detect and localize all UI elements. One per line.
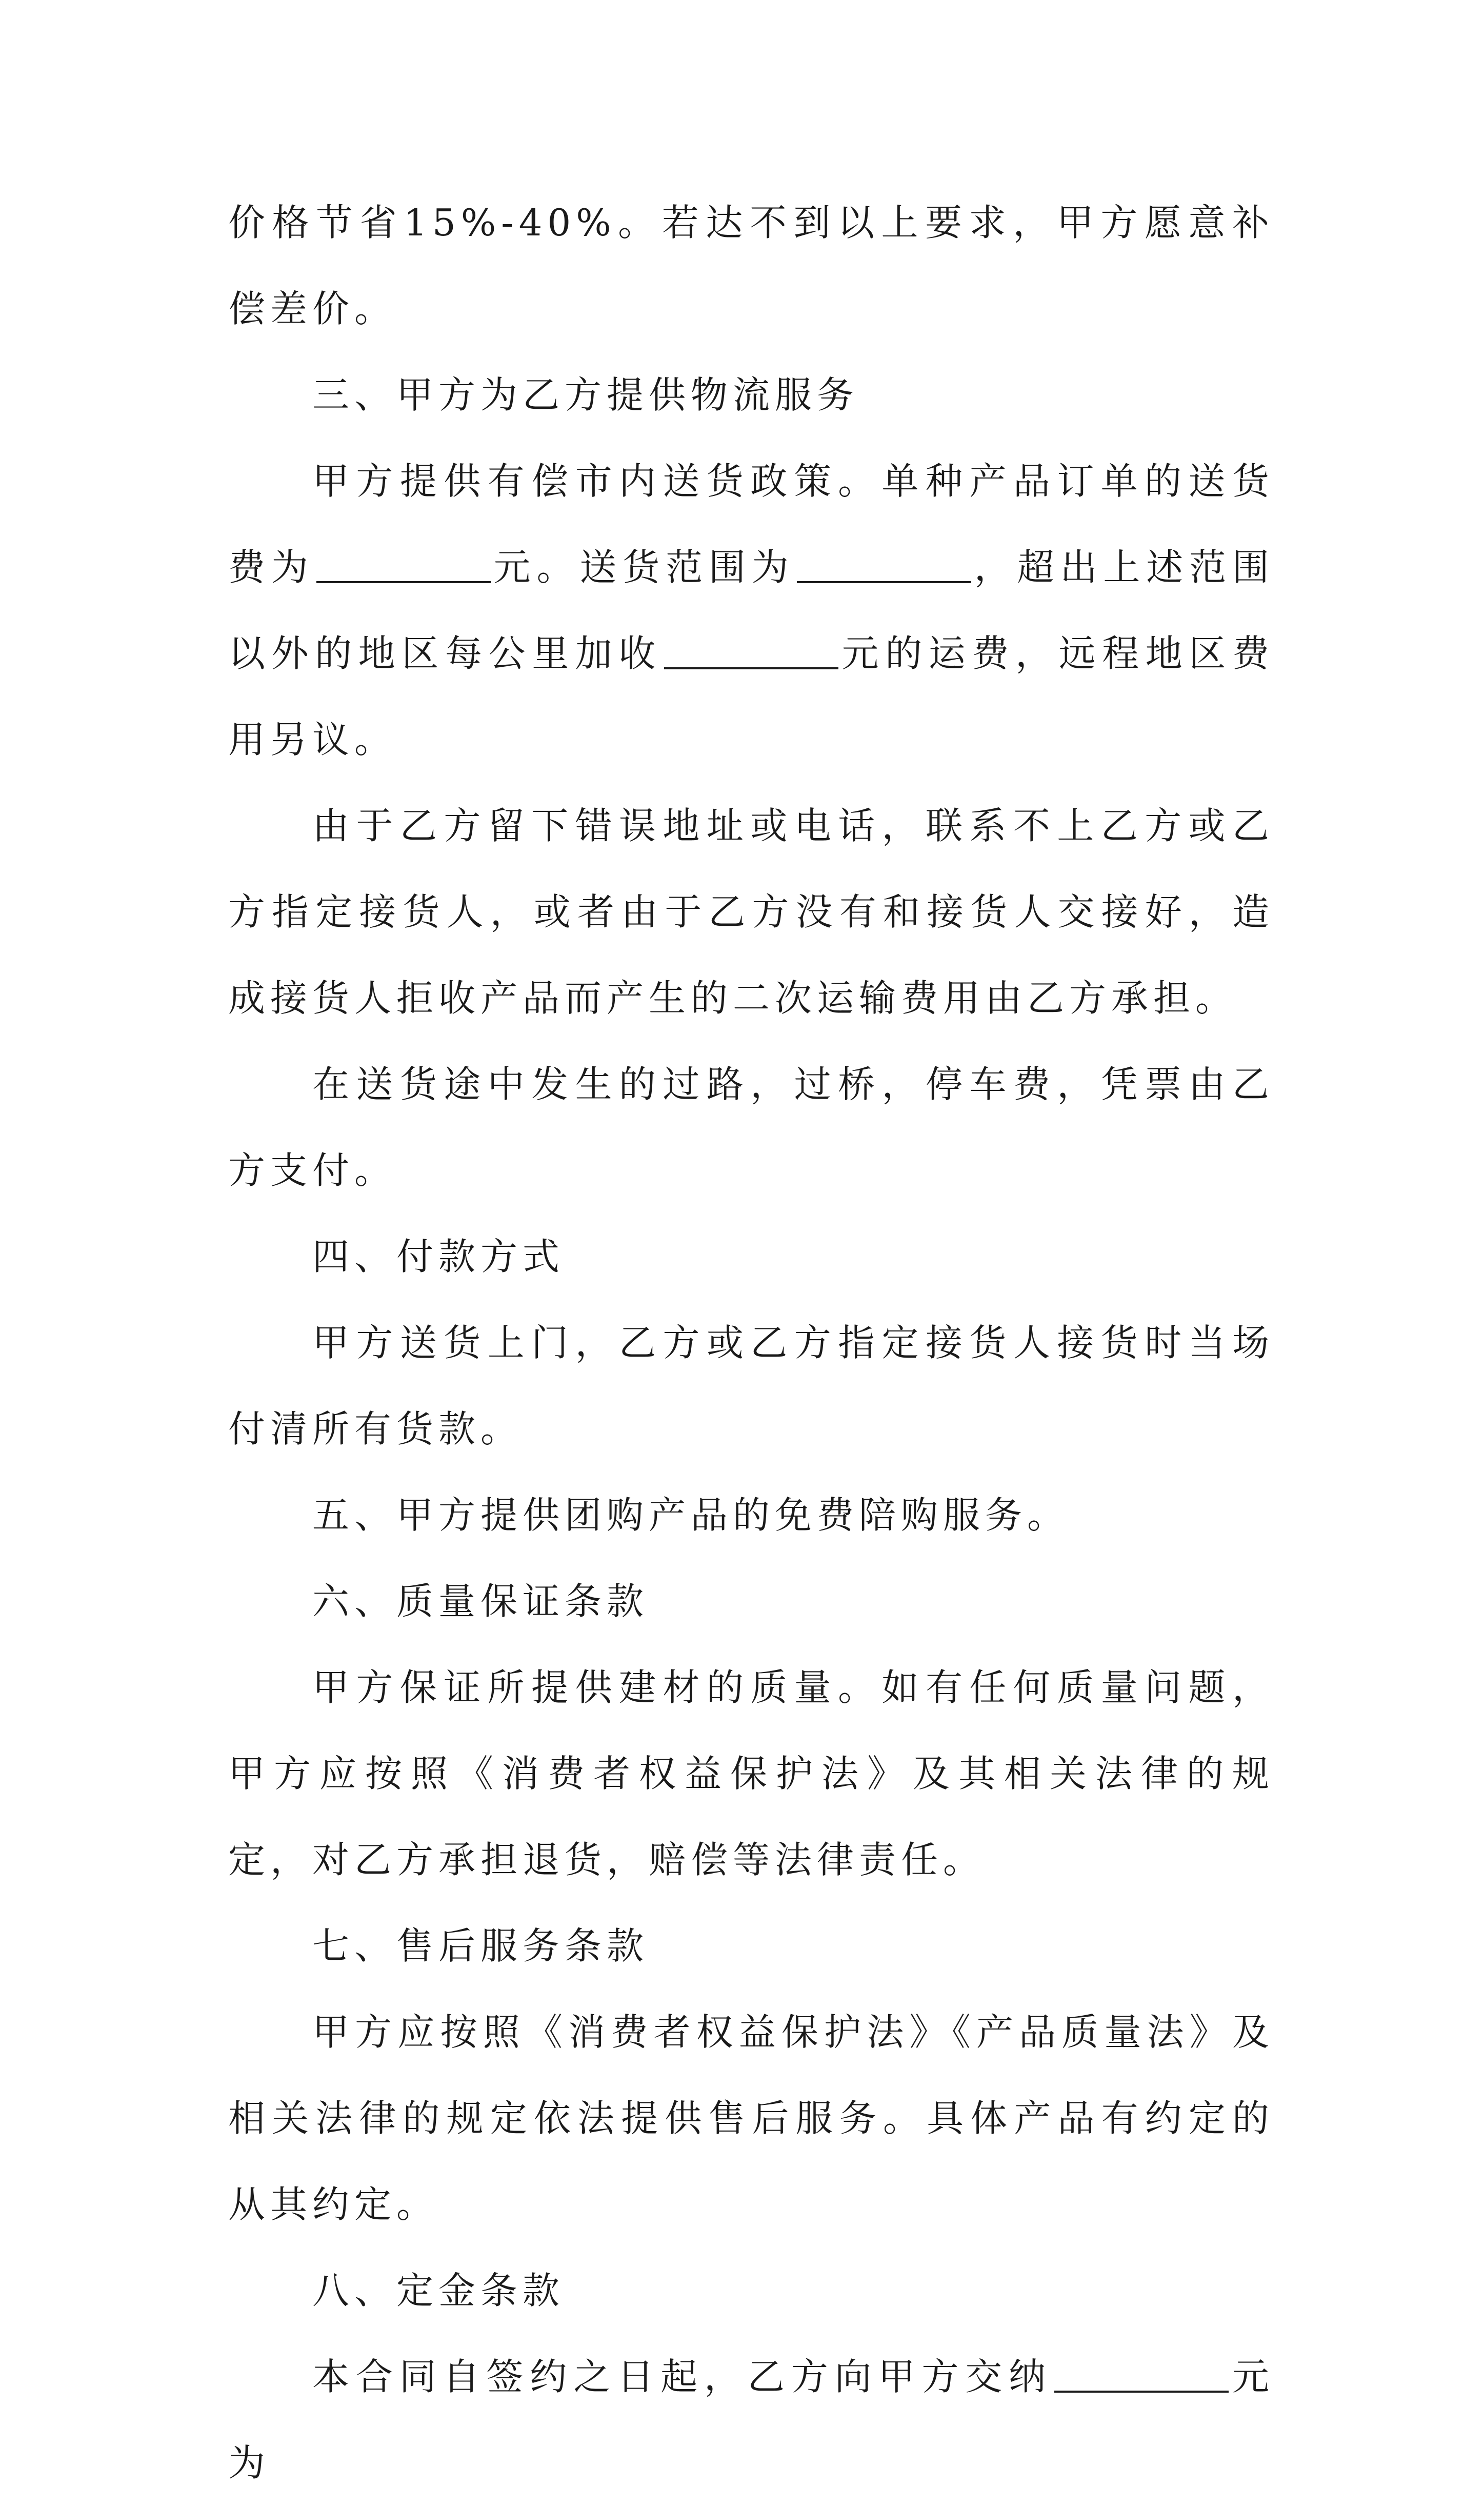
- paragraph: [228, 1041, 1274, 1214]
- fill-in-blank: [797, 544, 971, 583]
- paragraph-text: 五、甲方提供团购产品的免费陪购服务。: [312, 1494, 1070, 1537]
- paragraph-text: 价格节省15%-40%。若达不到以上要求，甲方愿意补偿差价。: [228, 201, 1274, 330]
- paragraph-text: 元。送货范围为: [492, 546, 795, 589]
- paragraph-text: 四、付款方式: [312, 1235, 565, 1278]
- paragraph-text: 甲方送货上门，乙方或乙方指定接货人接货时当场付清所有货款。: [228, 1321, 1274, 1450]
- paragraph: [228, 2334, 1274, 2506]
- paragraph-text: 本合同自签约之日起，乙方向甲方交纳: [312, 2355, 1053, 2398]
- paragraph-text: 元为: [228, 2355, 1274, 2484]
- paragraph: [228, 2248, 1274, 2334]
- paragraph: [228, 438, 1274, 783]
- paragraph: [228, 1989, 1274, 2248]
- paragraph: [228, 783, 1274, 1041]
- paragraph-text: 在送货途中发生的过路，过桥，停车费，凭票由乙方支付。: [228, 1063, 1274, 1192]
- paragraph: [228, 180, 1274, 352]
- paragraph-text: 八、定金条款: [312, 2269, 565, 2312]
- paragraph-text: ，超出上述范围以外的地区每公里加收: [228, 546, 1274, 675]
- paragraph: [228, 1214, 1274, 1300]
- paragraph: [228, 1558, 1274, 1644]
- paragraph-text: 甲方提供有偿市内送货政策。单种产品订单的送货费为: [228, 460, 1274, 589]
- paragraph-text: 由于乙方留下错误地址或电话，联系不上乙方或乙方指定接货人，或者由于乙方没有和接货人交接好，造成接货人拒收产品而产生的二次运输费用由乙方承担。: [228, 804, 1274, 1020]
- paragraph-text: 元的运费，远程地区费用另议。: [228, 632, 1274, 761]
- paragraph-text: 六、质量保证条款: [312, 1580, 649, 1623]
- paragraph-text: 甲方应按照《消费者权益保护法》《产品质量法》及相关法律的规定依法提供售后服务。具体产品有约定的从其约定。: [228, 2011, 1274, 2226]
- paragraph: [228, 1903, 1274, 1989]
- paragraph: [228, 1472, 1274, 1558]
- paragraph-text: 七、售后服务条款: [312, 1924, 649, 1967]
- paragraph: [228, 1644, 1274, 1903]
- document-page: [228, 180, 1274, 2506]
- paragraph-text: 三、甲方为乙方提供物流服务: [312, 373, 859, 416]
- fill-in-blank: [1054, 2354, 1229, 2393]
- paragraph-text: 甲方保证所提供建材的质量。如有任何质量问题，甲方应按照《消费者权益保护法》及其相关法律的规定，对乙方承担退货，赔偿等法律责任。: [228, 1666, 1274, 1881]
- paragraph: [228, 1300, 1274, 1472]
- paragraph: [228, 352, 1274, 438]
- fill-in-blank: [316, 544, 491, 583]
- fill-in-blank: [664, 630, 838, 669]
